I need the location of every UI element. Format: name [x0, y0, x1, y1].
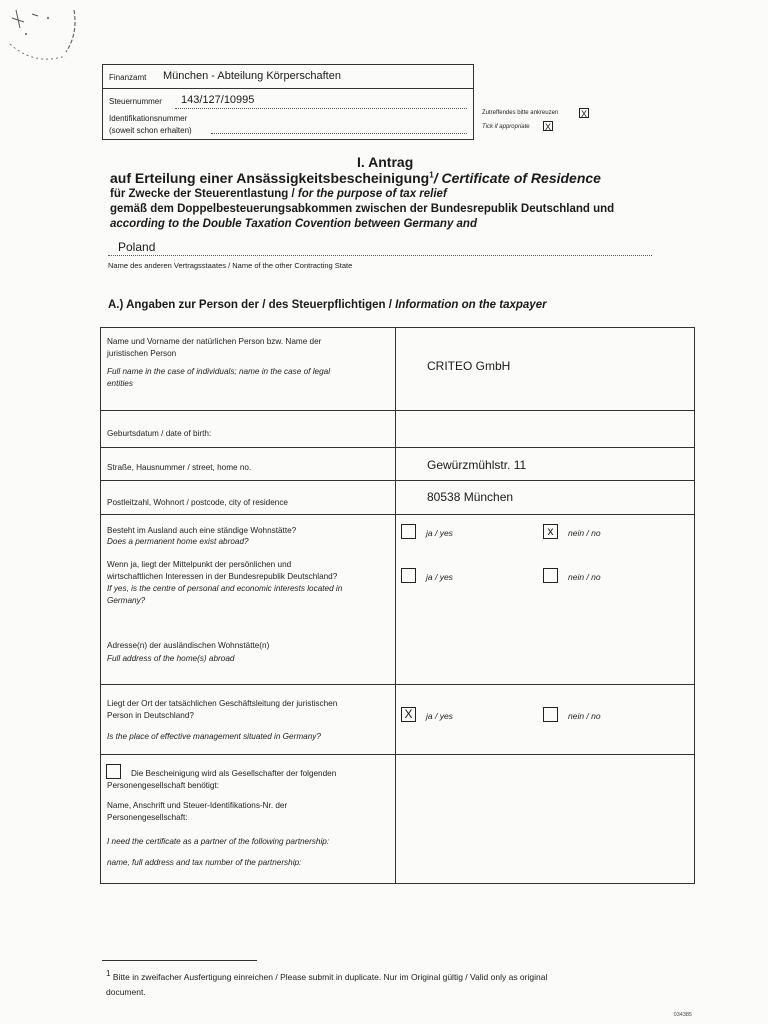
centre-no-checkbox[interactable]: [543, 568, 558, 583]
footnote-ref: 1: [429, 170, 434, 180]
partnership-label-en-1: I need the certificate as a partner of the following partnership:: [107, 837, 330, 846]
management-no-label: nein / no: [568, 711, 601, 721]
row-divider: [101, 410, 694, 411]
management-no-checkbox[interactable]: [543, 707, 558, 722]
name-label-de-1: Name und Vorname der natürlichen Person bzw. Name der: [107, 337, 322, 346]
city-value[interactable]: 80538 München: [427, 490, 514, 504]
management-yes-label: ja / yes: [426, 711, 453, 721]
partnership-label-de-3: Name, Anschrift und Steuer-Identifikations-Nr. der: [107, 801, 288, 810]
contracting-state-line: [108, 255, 652, 256]
subtitle-de: auf Erteilung einer Ansässigkeitsbescheinigung: [110, 170, 430, 186]
tax-office-box: [102, 64, 474, 140]
row-divider: [101, 754, 694, 755]
birth-label-text: Geburtsdatum / date of birth:: [107, 429, 212, 438]
form-code: 034385: [673, 1012, 692, 1018]
centre-label-en-2: Germany?: [107, 596, 146, 605]
name-value[interactable]: CRITEO GmbH: [427, 359, 511, 373]
purpose-de: für Zwecke der Steuerentlastung /: [110, 188, 295, 200]
column-divider: [395, 328, 396, 883]
footnote: [106, 966, 646, 1000]
form-title: I. Antrag: [357, 154, 414, 170]
partnership-checkbox[interactable]: [106, 764, 121, 779]
section-a-heading: [108, 299, 547, 311]
tick-note-en: Tick if appropriate: [482, 124, 530, 130]
finanzamt-label: Finanzamt: [109, 73, 147, 82]
centre-yes-label: ja / yes: [426, 572, 453, 582]
subtitle-en: / Certificate of Residence: [433, 170, 601, 186]
name-label-en-2: entities: [107, 379, 133, 388]
management-label-de-2: Person in Deutschland?: [107, 711, 194, 720]
centre-yes-checkbox[interactable]: [401, 568, 416, 583]
street-value[interactable]: Gewürzmühlstr. 11: [427, 458, 527, 472]
purpose-line: [110, 188, 447, 200]
abroad-yes-checkbox[interactable]: [401, 524, 416, 539]
abroad-yes-label: ja / yes: [426, 528, 453, 538]
convention-line-en: according to the Double Taxation Covention between Germany and: [110, 218, 477, 230]
footnote-text-1: Bitte in zweifacher Ausfertigung einreichen / Please submit in duplicate. Nur im Original gültig / Valid only as original: [112, 971, 548, 982]
footnote-text-2: document.: [106, 986, 146, 997]
name-label-en-1: Full name in the case of individuals; name in the case of legal: [107, 367, 331, 376]
partnership-label-en-2: name, full address and tax number of the partnership:: [107, 858, 302, 867]
convention-line-de: gemäß dem Doppelbesteuerungsabkommen zwischen der Bundesrepublik Deutschland und: [110, 203, 615, 215]
name-label-de-2: juristischen Person: [107, 349, 177, 358]
ident-sublabel: (soweit schon erhalten): [109, 126, 192, 135]
row-divider: [101, 480, 694, 481]
form-subtitle: [110, 170, 601, 186]
partnership-label-de-2: Personengesellschaft benötigt:: [107, 781, 219, 790]
city-label: Postleitzahl, Wohnort / postcode, city of residence: [107, 498, 288, 507]
ident-label: Identifikationsnummer: [109, 114, 188, 123]
tax-office-row: [103, 65, 473, 89]
tick-note-de: Zutreffendes bitte ankreuzen: [482, 110, 559, 116]
contracting-state-value[interactable]: Poland: [118, 240, 156, 254]
centre-label-de-1: Wenn ja, liegt der Mittelpunkt der persönlichen und: [107, 560, 292, 569]
stamp-remnant: [4, 4, 84, 70]
ident-line: [211, 133, 467, 134]
row-divider: [101, 447, 694, 448]
street-label: Straße, Hausnummer / street, home no.: [107, 463, 252, 472]
centre-label-de-2: wirtschaftlichen Interessen in der Bundesrepublik Deutschland?: [107, 572, 338, 581]
centre-no-label: nein / no: [568, 572, 601, 582]
abroad-address-label-en: Full address of the home(s) abroad: [107, 654, 235, 663]
birth-label: [107, 428, 211, 440]
row-divider: [101, 684, 694, 685]
purpose-en: for the purpose of tax relief: [297, 188, 447, 200]
steuernummer-label: Steuernummer: [109, 97, 162, 106]
contracting-state-label: Name des anderen Vertragsstaates / Name of the other Contracting State: [108, 261, 353, 270]
footnote-rule: [102, 960, 257, 961]
centre-label-en-1: If yes, is the centre of personal and economic interests located in: [107, 584, 343, 593]
abroad-no-checkbox[interactable]: x: [543, 524, 558, 539]
partnership-label-de-1: Die Bescheinigung wird als Gesellschafter der folgenden: [131, 769, 337, 778]
steuernummer-value[interactable]: 143/127/10995: [181, 94, 255, 106]
section-a-de: A.) Angaben zur Person der / des Steuerpflichtigen /: [108, 299, 392, 311]
steuernummer-line: [175, 108, 467, 109]
management-label-en: Is the place of effective management situated in Germany?: [107, 732, 321, 741]
row-divider: [101, 514, 694, 515]
footnote-mark: 1: [106, 969, 111, 978]
abroad-label-de: Besteht im Ausland auch eine ständige Wohnstätte?: [107, 526, 297, 535]
partnership-label-de-4: Personengesellschaft:: [107, 813, 188, 822]
tick-example-box-1: X: [580, 109, 587, 119]
taxpayer-table: [100, 327, 695, 884]
management-yes-checkbox[interactable]: X: [401, 707, 416, 722]
finanzamt-value[interactable]: München - Abteilung Körperschaften: [163, 70, 341, 82]
abroad-no-label: nein / no: [568, 528, 601, 538]
section-a-en: Information on the taxpayer: [395, 299, 547, 311]
abroad-address-label-de: Adresse(n) der ausländischen Wohnstätte(n): [107, 641, 270, 650]
abroad-label-en: Does a permanent home exist abroad?: [107, 537, 249, 546]
management-label-de-1: Liegt der Ort der tatsächlichen Geschäftsleitung der juristischen: [107, 699, 338, 708]
tick-example-box-2: X: [544, 122, 551, 132]
